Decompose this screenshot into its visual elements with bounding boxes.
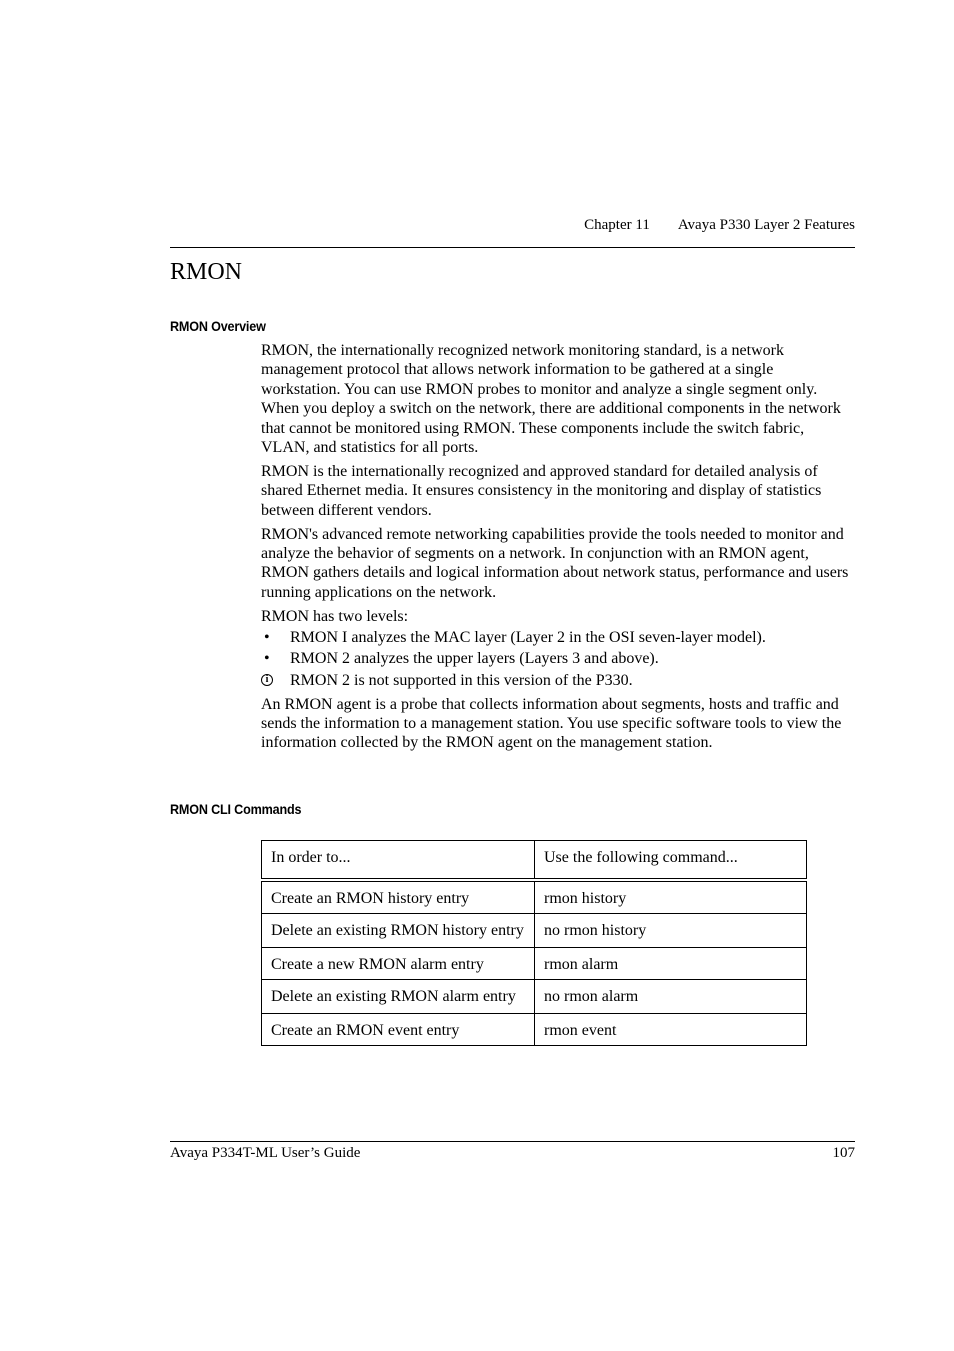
paragraph: RMON is the internationally recognized and approved standard for detailed analysis of shared Ethernet media. It ensures consistency in the monitoring and display of statistics between different vendors.	[261, 462, 822, 519]
table-header-cell: Use the following command...	[535, 841, 807, 880]
overview-heading: RMON Overview	[170, 318, 266, 334]
section-title: RMON	[170, 259, 243, 285]
footer-guide-title: Avaya P334T-ML User’s Guide	[170, 1145, 361, 1161]
note	[261, 671, 855, 690]
table-cell-command: rmon event	[535, 1013, 807, 1046]
paragraph: RMON's advanced remote networking capabilities provide the tools needed to monitor and analyze the behavior of segments on a network. In conjunction with an RMON agent, RMON gathers details and logical information about network status, performance and users running applications on the network.	[261, 525, 849, 601]
note-text: RMON 2 is not supported in this version of the P330.	[290, 671, 633, 689]
chapter-title: Avaya P330 Layer 2 Features	[677, 217, 855, 233]
table-cell-action: Delete an existing RMON alarm entry	[262, 980, 535, 1014]
running-header	[170, 215, 855, 235]
table-cell-action: Create an RMON history entry	[262, 880, 535, 914]
table-row	[262, 947, 807, 980]
cli-commands-table	[261, 840, 807, 1046]
table-cell-command: rmon history	[535, 880, 807, 914]
rmon-levels-list	[261, 628, 855, 669]
table-header-cell: In order to...	[262, 841, 535, 880]
table-cell-command: no rmon history	[535, 914, 807, 948]
page-number: 107	[832, 1145, 855, 1161]
table-cell-command: no rmon alarm	[535, 980, 807, 1014]
cli-commands-heading: RMON CLI Commands	[170, 801, 302, 817]
table-row	[262, 880, 807, 914]
table-row	[262, 914, 807, 948]
paragraph: An RMON agent is a probe that collects information about segments, hosts and traffic and sends the information to a management station. You use specific software tools to view the information collected by the RMON agent on the management station.	[261, 695, 842, 752]
table-cell-command: rmon alarm	[535, 947, 807, 980]
header-rule	[170, 247, 855, 248]
list-item-text: RMON 2 analyzes the upper layers (Layers 3 and above).	[290, 650, 659, 668]
table-cell-action: Create a new RMON alarm entry	[262, 947, 535, 980]
table-cell-action: Create an RMON event entry	[262, 1013, 535, 1046]
chapter-label: Chapter 11	[584, 217, 650, 233]
list-item	[261, 628, 855, 647]
paragraph: RMON, the internationally recognized network monitoring standard, is a network management protocol that allows network information to be gathered at a single workstation. You can use RMON probes to monitor and analyze a single segment only. When you deploy a switch on the network, there are additional components in the network that cannot be monitored using RMON. These components include the switch fabric, VLAN, and statistics for all ports.	[261, 342, 841, 457]
paragraph: RMON has two levels:	[261, 607, 409, 625]
table-cell-action: Delete an existing RMON history entry	[262, 914, 535, 948]
info-icon: i	[261, 674, 273, 686]
table-row	[262, 1013, 807, 1046]
footer-rule	[170, 1141, 855, 1142]
list-item	[261, 649, 855, 668]
table-header-row	[262, 841, 807, 880]
table-row	[262, 980, 807, 1014]
list-item-text: RMON I analyzes the MAC layer (Layer 2 in the OSI seven-layer model).	[290, 629, 766, 647]
overview-body	[261, 341, 855, 757]
bullet-icon: •	[264, 629, 270, 647]
bullet-icon: •	[264, 650, 270, 668]
